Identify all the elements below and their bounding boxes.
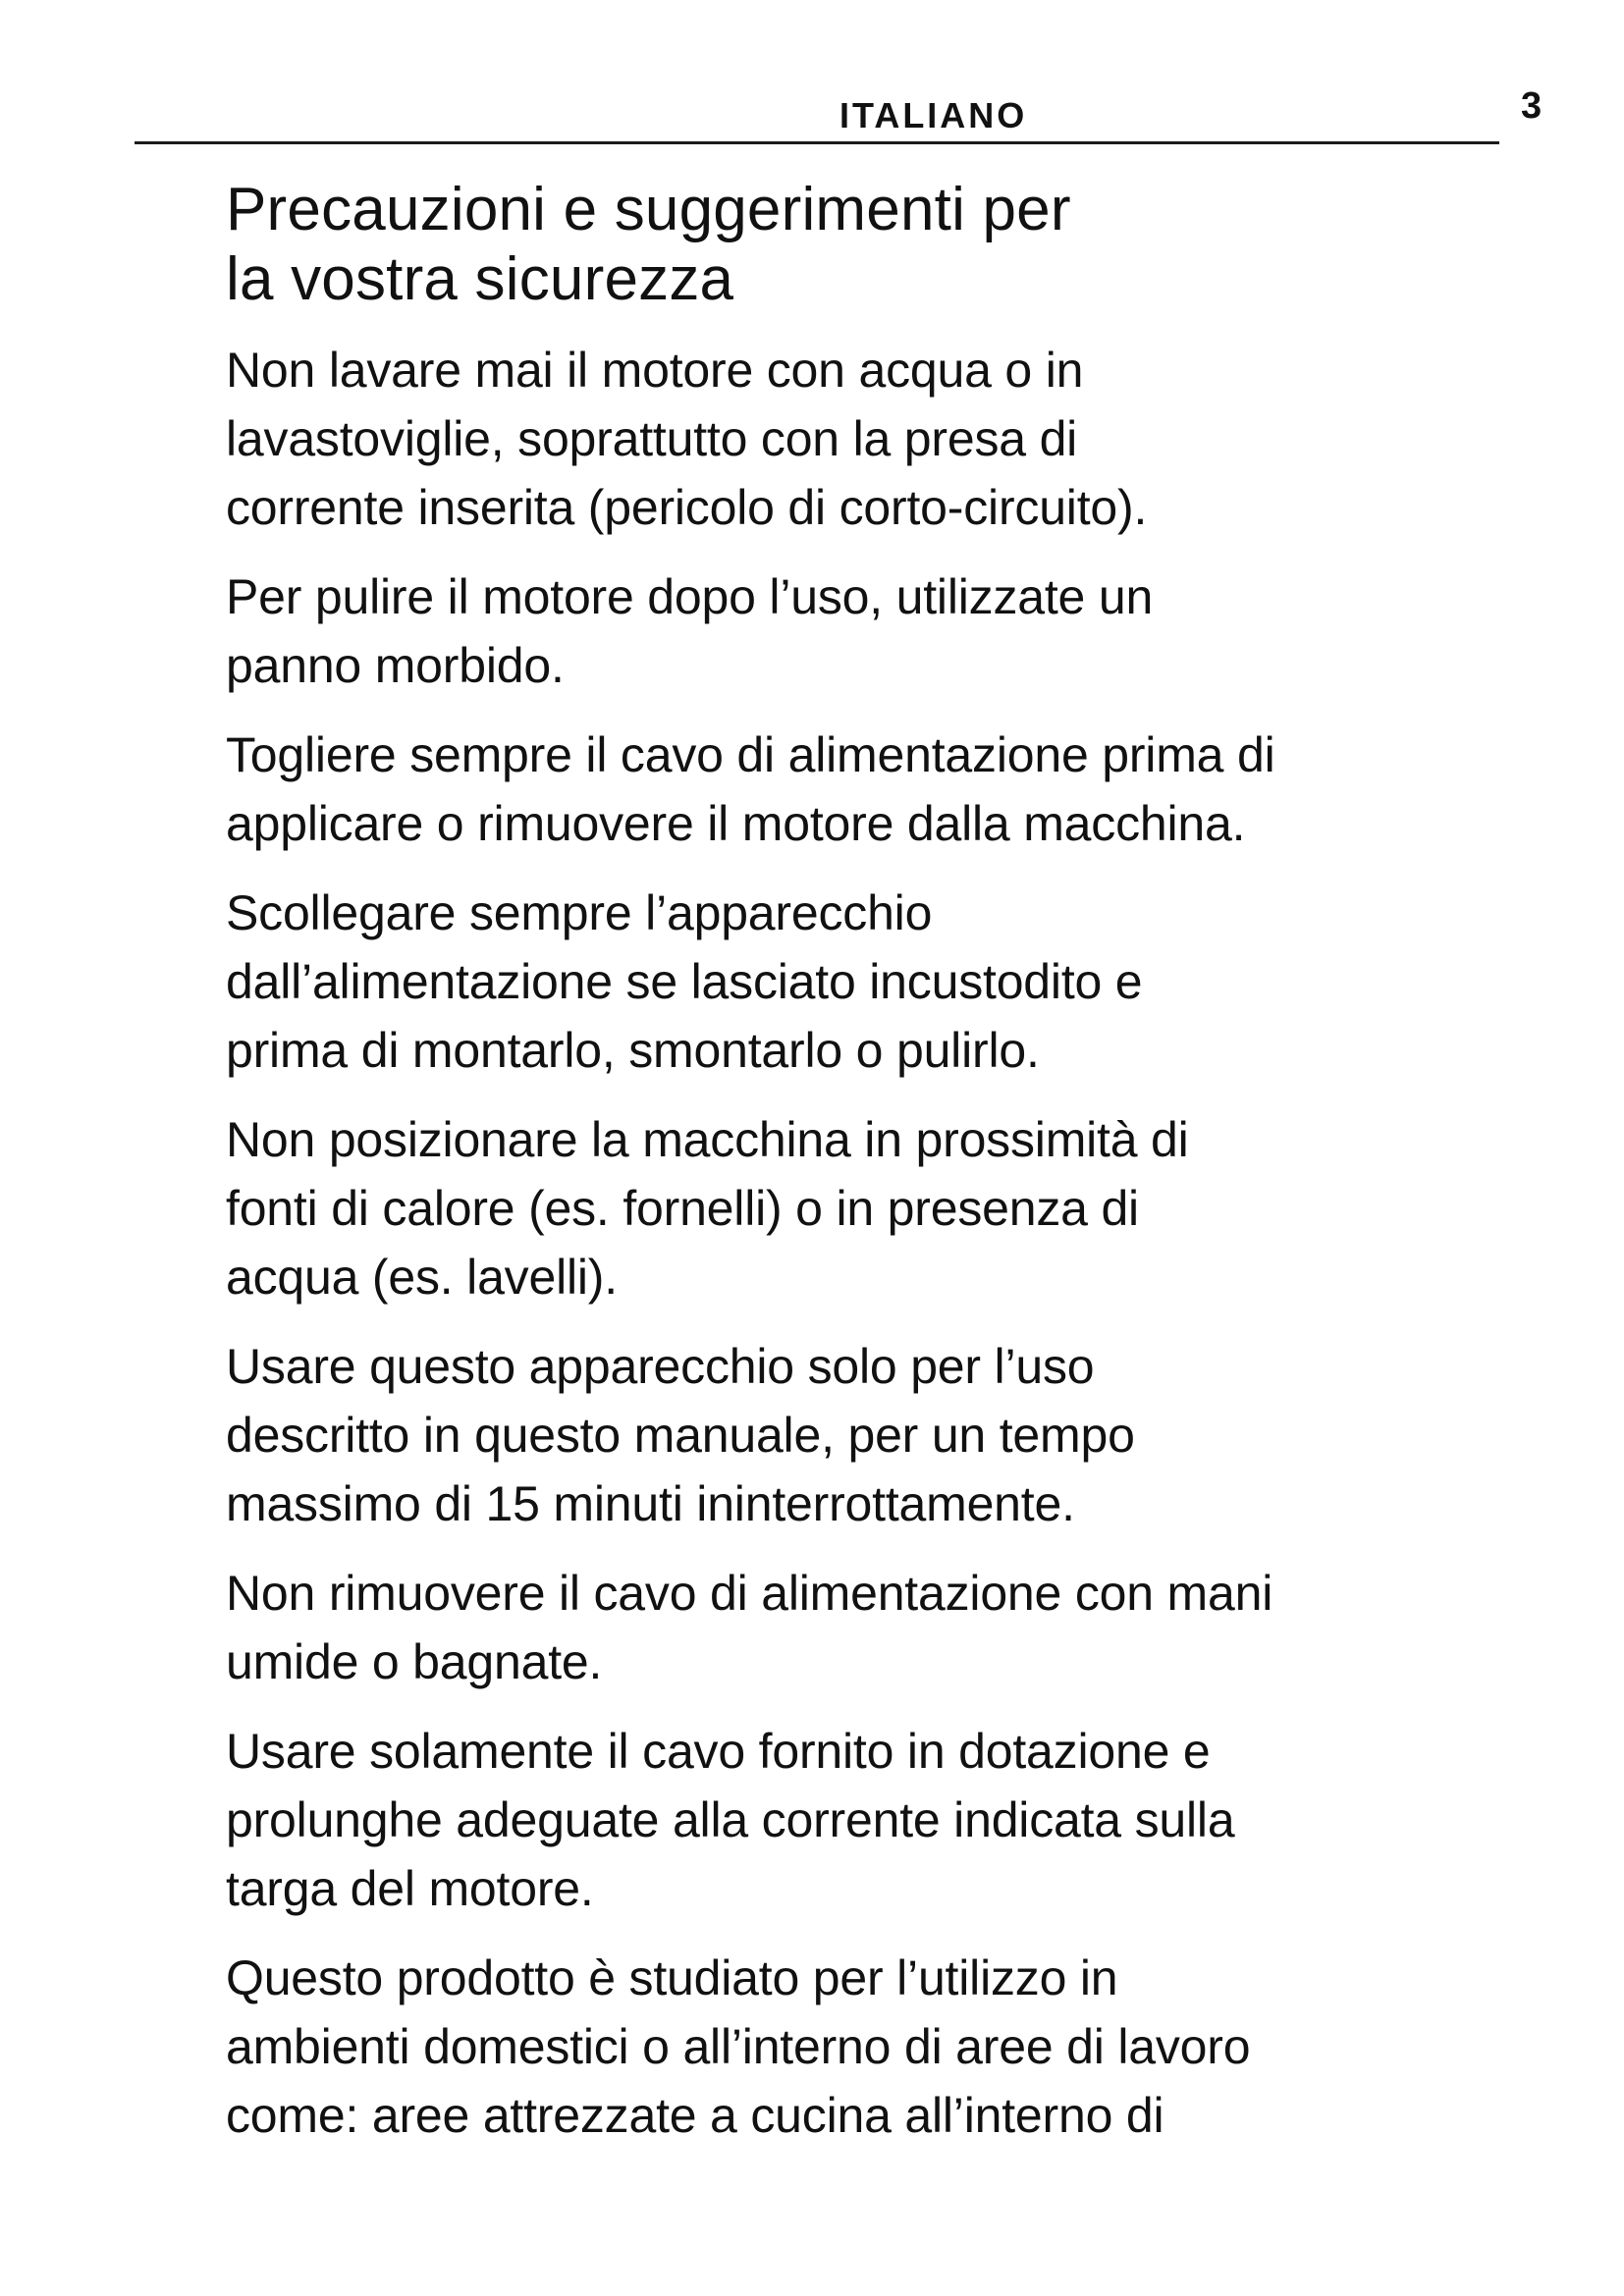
paragraph-line: Questo prodotto è studiato per l’utilizzo in <box>226 1950 1118 2005</box>
paragraph-line: Non rimuovere il cavo di alimentazione con mani <box>226 1566 1273 1621</box>
paragraph-line: prima di montarlo, smontarlo o pulirlo. <box>226 1023 1040 1078</box>
title-line: la vostra sicurezza <box>226 245 734 313</box>
paragraph-line: targa del motore. <box>226 1861 594 1916</box>
paragraph-line: fonti di calore (es. fornelli) o in presenza di <box>226 1181 1139 1236</box>
paragraph-line: descritto in questo manuale, per un tempo <box>226 1408 1135 1463</box>
title-line: Precauzioni e suggerimenti per <box>226 176 1071 243</box>
paragraph-line: Usare questo apparecchio solo per l’uso <box>226 1339 1095 1394</box>
safety-paragraph <box>226 879 1473 1085</box>
safety-paragraph <box>226 1105 1473 1311</box>
page-number: 3 <box>1521 85 1543 127</box>
paragraph-line: Non posizionare la macchina in prossimità di <box>226 1112 1189 1167</box>
paragraph-line: umide o bagnate. <box>226 1634 603 1689</box>
page-header <box>135 79 1543 144</box>
paragraph-line: acqua (es. lavelli). <box>226 1250 618 1305</box>
main-content <box>226 175 1473 2170</box>
paragraph-line: Usare solamente il cavo fornito in dotazione e <box>226 1724 1211 1779</box>
paragraph-line: lavastoviglie, soprattutto con la presa di <box>226 411 1078 466</box>
paragraph-line: ambienti domestici o all’interno di aree di lavoro <box>226 2019 1251 2074</box>
page-title <box>226 175 1473 314</box>
safety-paragraph <box>226 721 1473 858</box>
paragraph-line: Togliere sempre il cavo di alimentazione prima di <box>226 727 1275 782</box>
section-label: ITALIANO <box>839 95 1028 135</box>
safety-paragraph <box>226 1332 1473 1538</box>
safety-paragraph <box>226 1944 1473 2150</box>
paragraph-line: applicare o rimuovere il motore dalla macchina. <box>226 796 1246 851</box>
paragraph-line: Per pulire il motore dopo l’uso, utilizzate un <box>226 569 1154 624</box>
paragraph-line: prolunghe adeguate alla corrente indicata sulla <box>226 1792 1235 1847</box>
safety-paragraph <box>226 1559 1473 1696</box>
paragraph-line: panno morbido. <box>226 638 565 693</box>
paragraph-line: dall’alimentazione se lasciato incustodito e <box>226 954 1143 1009</box>
safety-paragraph <box>226 1717 1473 1923</box>
safety-paragraph <box>226 562 1473 700</box>
paragraph-line: massimo di 15 minuti ininterrottamente. <box>226 1476 1075 1531</box>
paragraph-line: Scollegare sempre l’apparecchio <box>226 885 933 940</box>
paragraph-line: come: aree attrezzate a cucina all’interno di <box>226 2088 1164 2143</box>
safety-paragraph <box>226 336 1473 542</box>
paragraph-line: Non lavare mai il motore con acqua o in <box>226 343 1084 398</box>
paragraph-line: corrente inserita (pericolo di corto-circuito). <box>226 480 1148 535</box>
